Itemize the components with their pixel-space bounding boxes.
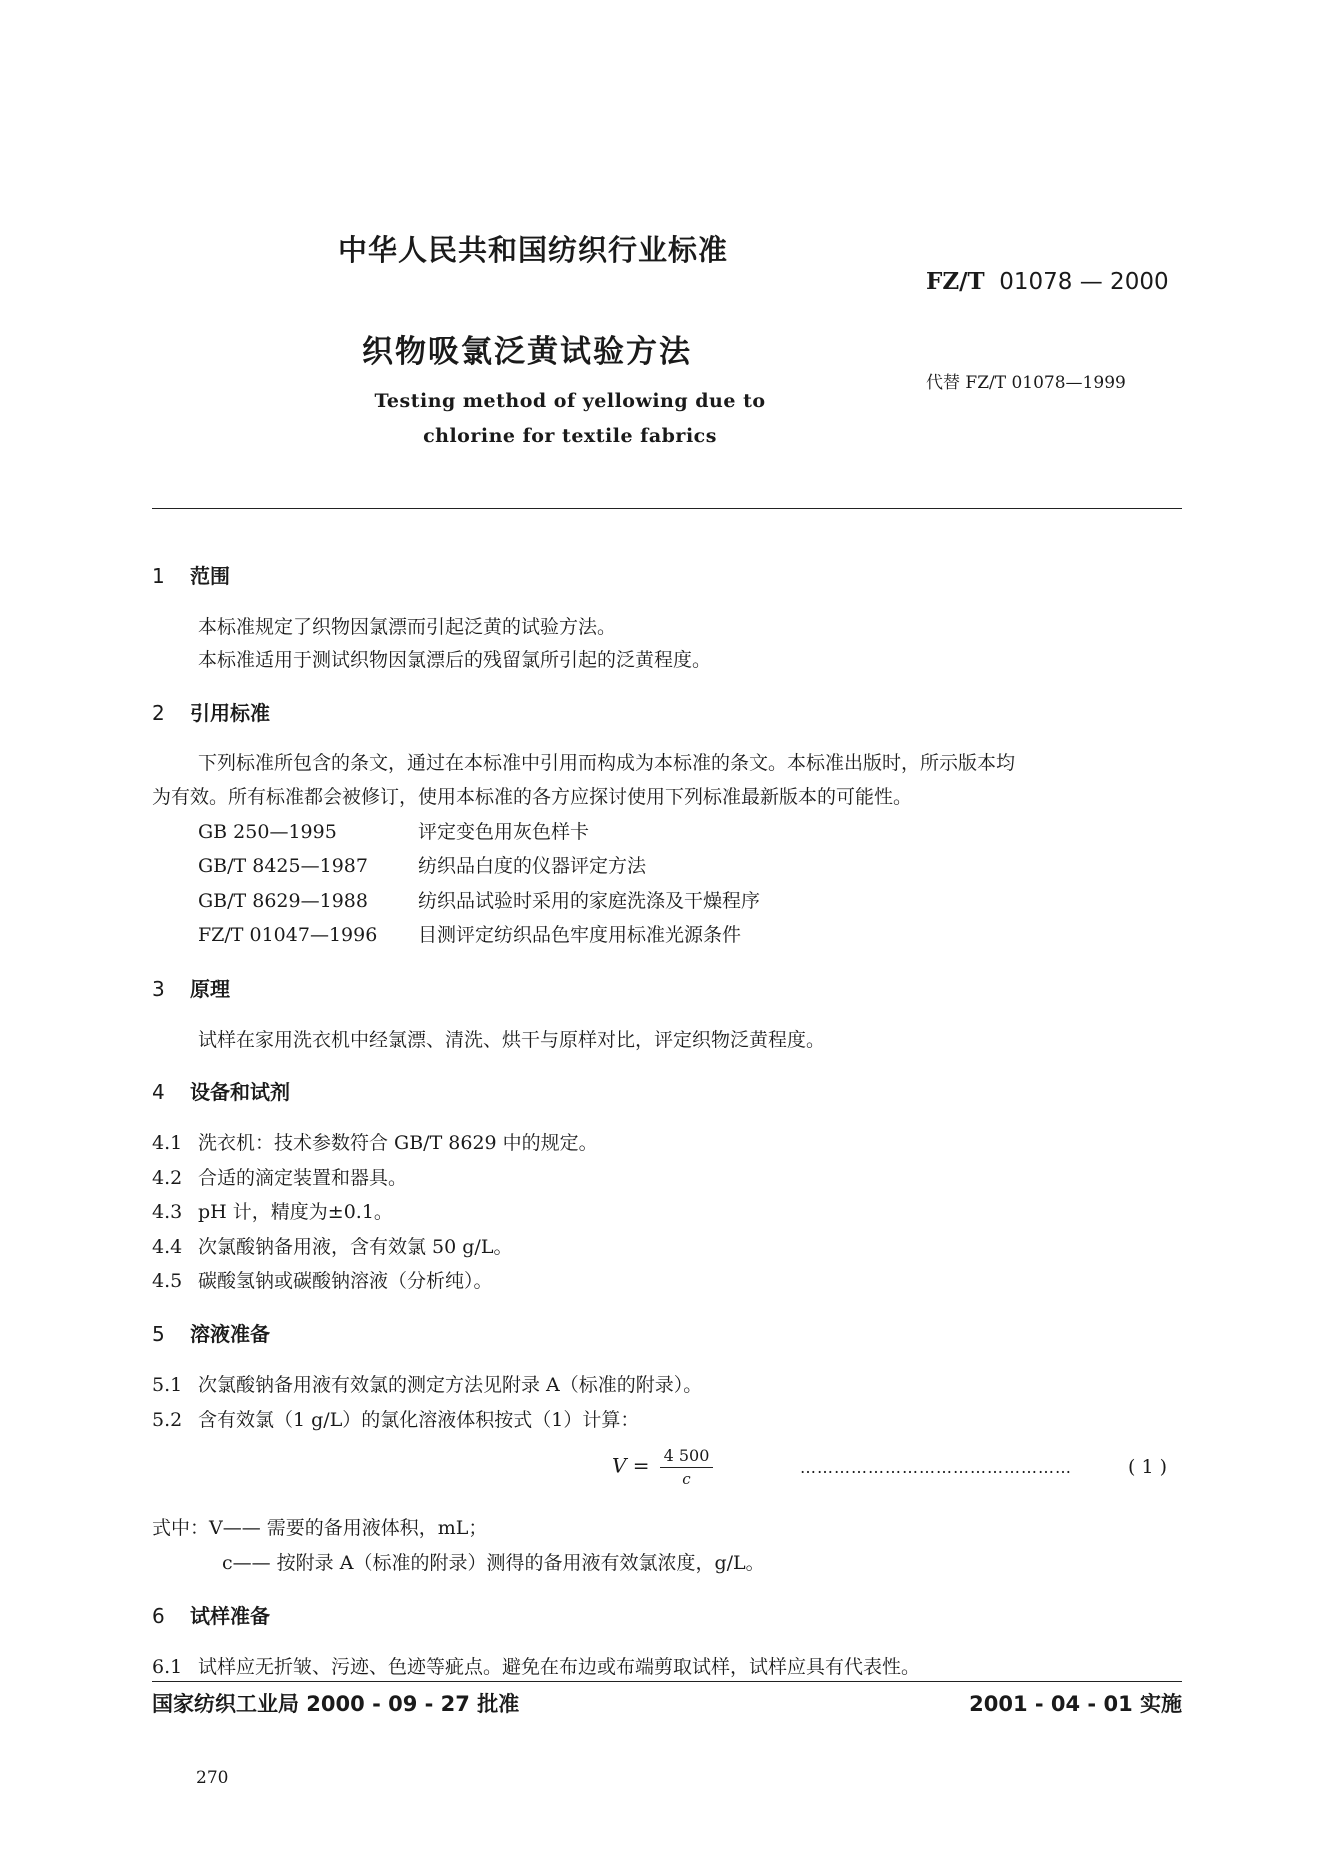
clause bbox=[152, 1163, 407, 1190]
section-number: 6 bbox=[152, 1604, 165, 1628]
clause bbox=[152, 1370, 702, 1397]
reference-code: GB 250—1995 bbox=[198, 821, 337, 843]
clause bbox=[152, 1266, 493, 1293]
paragraph: 下列标准所包含的条文，通过在本标准中引用而构成为本标准的条文。本标准出版时，所示版本均 bbox=[198, 752, 1016, 774]
reference-code: GB/T 8425—1987 bbox=[198, 855, 368, 877]
section-2-heading bbox=[152, 697, 270, 726]
reference-code: GB/T 8629—1988 bbox=[198, 890, 368, 912]
section-title: 原理 bbox=[190, 977, 230, 1001]
where-v-text: V—— 需要的备用液体积，mL； bbox=[209, 1517, 488, 1539]
section-title: 试样准备 bbox=[190, 1604, 270, 1628]
reference-item bbox=[198, 886, 760, 913]
clause-number: 4.5 bbox=[152, 1270, 183, 1292]
section-3-heading bbox=[152, 973, 230, 1002]
section-title: 范围 bbox=[190, 564, 230, 588]
section-1-heading bbox=[152, 560, 230, 589]
standard-code bbox=[926, 268, 1169, 295]
clause-number: 4.4 bbox=[152, 1236, 183, 1258]
section-title: 溶液准备 bbox=[190, 1322, 270, 1346]
english-title-line-2: chlorine for textile fabrics bbox=[423, 425, 717, 447]
formula-numerator: 4 500 bbox=[660, 1446, 714, 1468]
section-number: 1 bbox=[152, 564, 165, 588]
standard-code-prefix: FZ/T bbox=[926, 268, 985, 295]
clause-text: 洗衣机：技术参数符合 GB/T 8629 中的规定。 bbox=[198, 1132, 598, 1154]
page-number: 270 bbox=[196, 1768, 229, 1788]
clause bbox=[152, 1197, 393, 1224]
section-5-heading bbox=[152, 1318, 270, 1347]
section-4-heading bbox=[152, 1076, 290, 1105]
clause-text: 合适的滴定装置和器具。 bbox=[198, 1167, 408, 1189]
formula bbox=[612, 1446, 713, 1488]
section-title: 设备和试剂 bbox=[190, 1080, 290, 1104]
clause bbox=[152, 1405, 639, 1432]
reference-title: 纺织品试验时采用的家庭洗涤及干燥程序 bbox=[418, 890, 761, 912]
section-number: 5 bbox=[152, 1322, 165, 1346]
section-number: 2 bbox=[152, 701, 165, 725]
section-number: 3 bbox=[152, 977, 165, 1001]
reference-item bbox=[198, 920, 741, 947]
paragraph: 本标准规定了织物因氯漂而引起泛黄的试验方法。 bbox=[198, 616, 617, 638]
clause bbox=[152, 1652, 920, 1679]
english-title-line-1: Testing method of yellowing due to bbox=[374, 390, 766, 412]
equation-number: ( 1 ) bbox=[1128, 1456, 1167, 1478]
clause bbox=[152, 1128, 598, 1155]
clause-text: 次氯酸钠备用液，含有效氯 50 g/L。 bbox=[198, 1236, 513, 1258]
section-number: 4 bbox=[152, 1080, 165, 1104]
clause-number: 4.2 bbox=[152, 1167, 183, 1189]
reference-title: 评定变色用灰色样卡 bbox=[418, 821, 590, 843]
footer-divider bbox=[152, 1681, 1182, 1682]
clause-number: 5.2 bbox=[152, 1409, 183, 1431]
clause-number: 5.1 bbox=[152, 1374, 183, 1396]
paragraph: 本标准适用于测试织物因氯漂后的残留氯所引起的泛黄程度。 bbox=[198, 649, 712, 671]
formula-leader-dots: ………………………………………… bbox=[800, 1458, 1072, 1477]
paragraph-continued: 为有效。所有标准都会被修订，使用本标准的各方应探讨使用下列标准最新版本的可能性。 bbox=[152, 786, 913, 808]
document-title: 织物吸氯泛黄试验方法 bbox=[362, 334, 692, 370]
formula-where-c: c—— 按附录 A（标准的附录）测得的备用液有效氯浓度，g/L。 bbox=[222, 1552, 765, 1574]
approval-date: 国家纺织工业局 2000 - 09 - 27 批准 bbox=[152, 1692, 520, 1716]
formula-denominator: c bbox=[682, 1470, 691, 1488]
formula-where-v bbox=[152, 1513, 487, 1540]
clause-text: 试样应无折皱、污迹、色迹等疵点。避免在布边或布端剪取试样，试样应具有代表性。 bbox=[198, 1656, 921, 1678]
reference-item bbox=[198, 851, 646, 878]
header-divider bbox=[152, 508, 1182, 509]
clause-text: 次氯酸钠备用液有效氯的测定方法见附录 A（标准的附录）。 bbox=[198, 1374, 703, 1396]
clause-text: 含有效氯（1 g/L）的氯化溶液体积按式（1）计算： bbox=[198, 1409, 640, 1431]
reference-item bbox=[198, 817, 589, 844]
section-title: 引用标准 bbox=[190, 701, 270, 725]
clause-number: 4.1 bbox=[152, 1132, 183, 1154]
section-6-heading bbox=[152, 1600, 270, 1629]
clause-text: pH 计，精度为±0.1。 bbox=[198, 1201, 393, 1223]
reference-title: 纺织品白度的仪器评定方法 bbox=[418, 855, 647, 877]
standard-code-number: 01078 — 2000 bbox=[999, 269, 1169, 295]
paragraph: 试样在家用洗衣机中经氯漂、清洗、烘干与原样对比，评定织物泛黄程度。 bbox=[198, 1029, 826, 1051]
clause-text: 碳酸氢钠或碳酸钠溶液（分析纯）。 bbox=[198, 1270, 493, 1292]
replaces-note: 代替 FZ/T 01078—1999 bbox=[926, 373, 1126, 393]
clause-number: 4.3 bbox=[152, 1201, 183, 1223]
reference-title: 目测评定纺织品色牢度用标准光源条件 bbox=[418, 924, 742, 946]
formula-lhs: V = bbox=[612, 1453, 650, 1478]
reference-code: FZ/T 01047—1996 bbox=[198, 924, 378, 946]
clause-number: 6.1 bbox=[152, 1656, 183, 1678]
standard-title: 中华人民共和国纺织行业标准 bbox=[338, 233, 729, 267]
clause bbox=[152, 1232, 512, 1259]
formula-fraction bbox=[660, 1446, 714, 1488]
implementation-date: 2001 - 04 - 01 实施 bbox=[969, 1692, 1182, 1716]
where-prefix: 式中： bbox=[152, 1517, 210, 1539]
